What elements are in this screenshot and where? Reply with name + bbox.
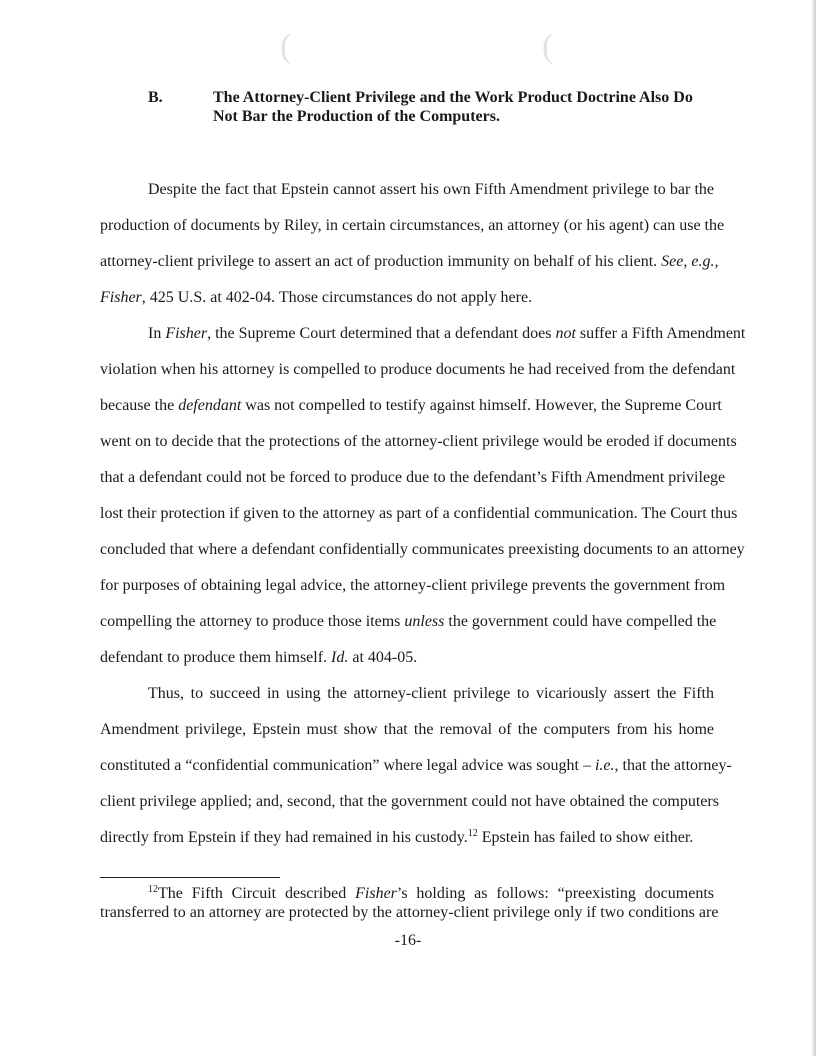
text-line	[100, 208, 725, 244]
text-run: production of documents by Riley, in certain circumstances, an attorney (or his agent) can use the	[100, 217, 725, 234]
text-run: concluded that where a defendant confidentially communicates preexisting documents to an attorney	[100, 541, 745, 558]
footnote-ref: 12	[148, 884, 158, 895]
text-line	[100, 244, 719, 280]
text-run: that a defendant could not be forced to produce due to the defendant’s Fifth Amendment privilege	[100, 469, 726, 486]
italic-text: unless	[404, 613, 445, 630]
text-run: Despite the fact that Epstein cannot assert his own Fifth Amendment privilege to bar the	[148, 181, 714, 198]
text-run: suffer a Fifth Amendment	[575, 325, 746, 342]
text-run: constituted a “confidential communication” where legal advice was sought –	[100, 757, 595, 774]
italic-text: Fisher	[100, 289, 142, 306]
text-line	[100, 280, 714, 316]
text-line	[100, 388, 722, 424]
text-run: compelling the attorney to produce those items	[100, 613, 405, 630]
text-run: Epstein has failed to show either.	[477, 829, 694, 846]
italic-text: i.e.	[594, 757, 615, 774]
text-run: lost their protection if given to the attorney as part of a confidential communication. The Court thus	[100, 505, 738, 522]
footnote-ref: 12	[467, 828, 478, 839]
text-run: transferred to an attorney are protected by the attorney-client privilege only if two conditions are	[100, 904, 719, 921]
section-letter: B.	[148, 89, 163, 106]
text-run: because the	[100, 397, 179, 414]
footnote	[100, 884, 719, 922]
text-run: , 425 U.S. at 402-04. Those circumstances do not apply here.	[141, 289, 533, 306]
text-line	[100, 352, 736, 388]
text-run: , that the attorney-	[614, 757, 732, 774]
text-line	[100, 640, 714, 676]
scan-artifact: (	[542, 28, 554, 65]
text-line	[100, 568, 726, 604]
text-run: The Fifth Circuit described	[158, 885, 356, 902]
text-line	[100, 604, 717, 640]
text-line	[100, 172, 714, 208]
text-line	[100, 884, 714, 903]
heading-line: Not Bar the Production of the Computers.	[213, 108, 500, 125]
body-text	[100, 172, 746, 856]
text-line	[100, 532, 745, 568]
text-run: Thus, to succeed in using the attorney-client privilege to vicariously assert the Fifth	[148, 685, 714, 702]
text-line	[100, 676, 714, 712]
text-line	[100, 316, 746, 352]
text-line	[100, 903, 719, 922]
scan-edge	[812, 0, 816, 1056]
italic-text: Fisher	[355, 885, 397, 902]
text-line	[100, 460, 726, 496]
text-run: violation when his attorney is compelled to produce documents he had received from the defendant	[100, 361, 736, 378]
page-number: -16-	[394, 932, 422, 949]
text-line	[100, 820, 714, 856]
italic-text: Fisher	[165, 325, 208, 342]
text-run: ’s holding as follows: “preexisting documents	[396, 885, 714, 902]
text-run: attorney-client privilege to assert an act of production immunity on behalf of his client.	[100, 253, 662, 270]
text-line	[100, 424, 737, 460]
text-run: for purposes of obtaining legal advice, the attorney-client privilege prevents the government from	[100, 577, 726, 594]
footnote-divider	[100, 877, 280, 878]
text-run: the government could have compelled the	[444, 613, 717, 630]
text-run: at 404-05.	[348, 649, 418, 666]
text-run: , the Supreme Court determined that a defendant does	[207, 325, 556, 342]
text-line	[100, 712, 714, 748]
heading-line: The Attorney-Client Privilege and the Work Product Doctrine Also Do	[213, 89, 693, 106]
scan-artifact: (	[280, 28, 292, 65]
text-run: was not compelled to testify against himself. However, the Supreme Court	[241, 397, 722, 414]
text-line	[100, 748, 732, 784]
text-run: Amendment privilege, Epstein must show that the removal of the computers from his home	[100, 721, 714, 738]
italic-text: Id.	[331, 649, 349, 666]
text-run: directly from Epstein if they had remained in his custody.	[100, 829, 468, 846]
text-line	[100, 496, 738, 532]
italic-text: See, e.g.,	[661, 253, 719, 270]
text-line	[100, 784, 719, 820]
text-run: went on to decide that the protections of the attorney-client privilege would be eroded if documents	[100, 433, 737, 450]
italic-text: not	[555, 325, 576, 342]
text-run: In	[148, 325, 166, 342]
text-run: defendant to produce them himself.	[100, 649, 332, 666]
italic-text: defendant	[178, 397, 242, 414]
text-run: client privilege applied; and, second, that the government could not have obtained the computers	[100, 793, 719, 810]
